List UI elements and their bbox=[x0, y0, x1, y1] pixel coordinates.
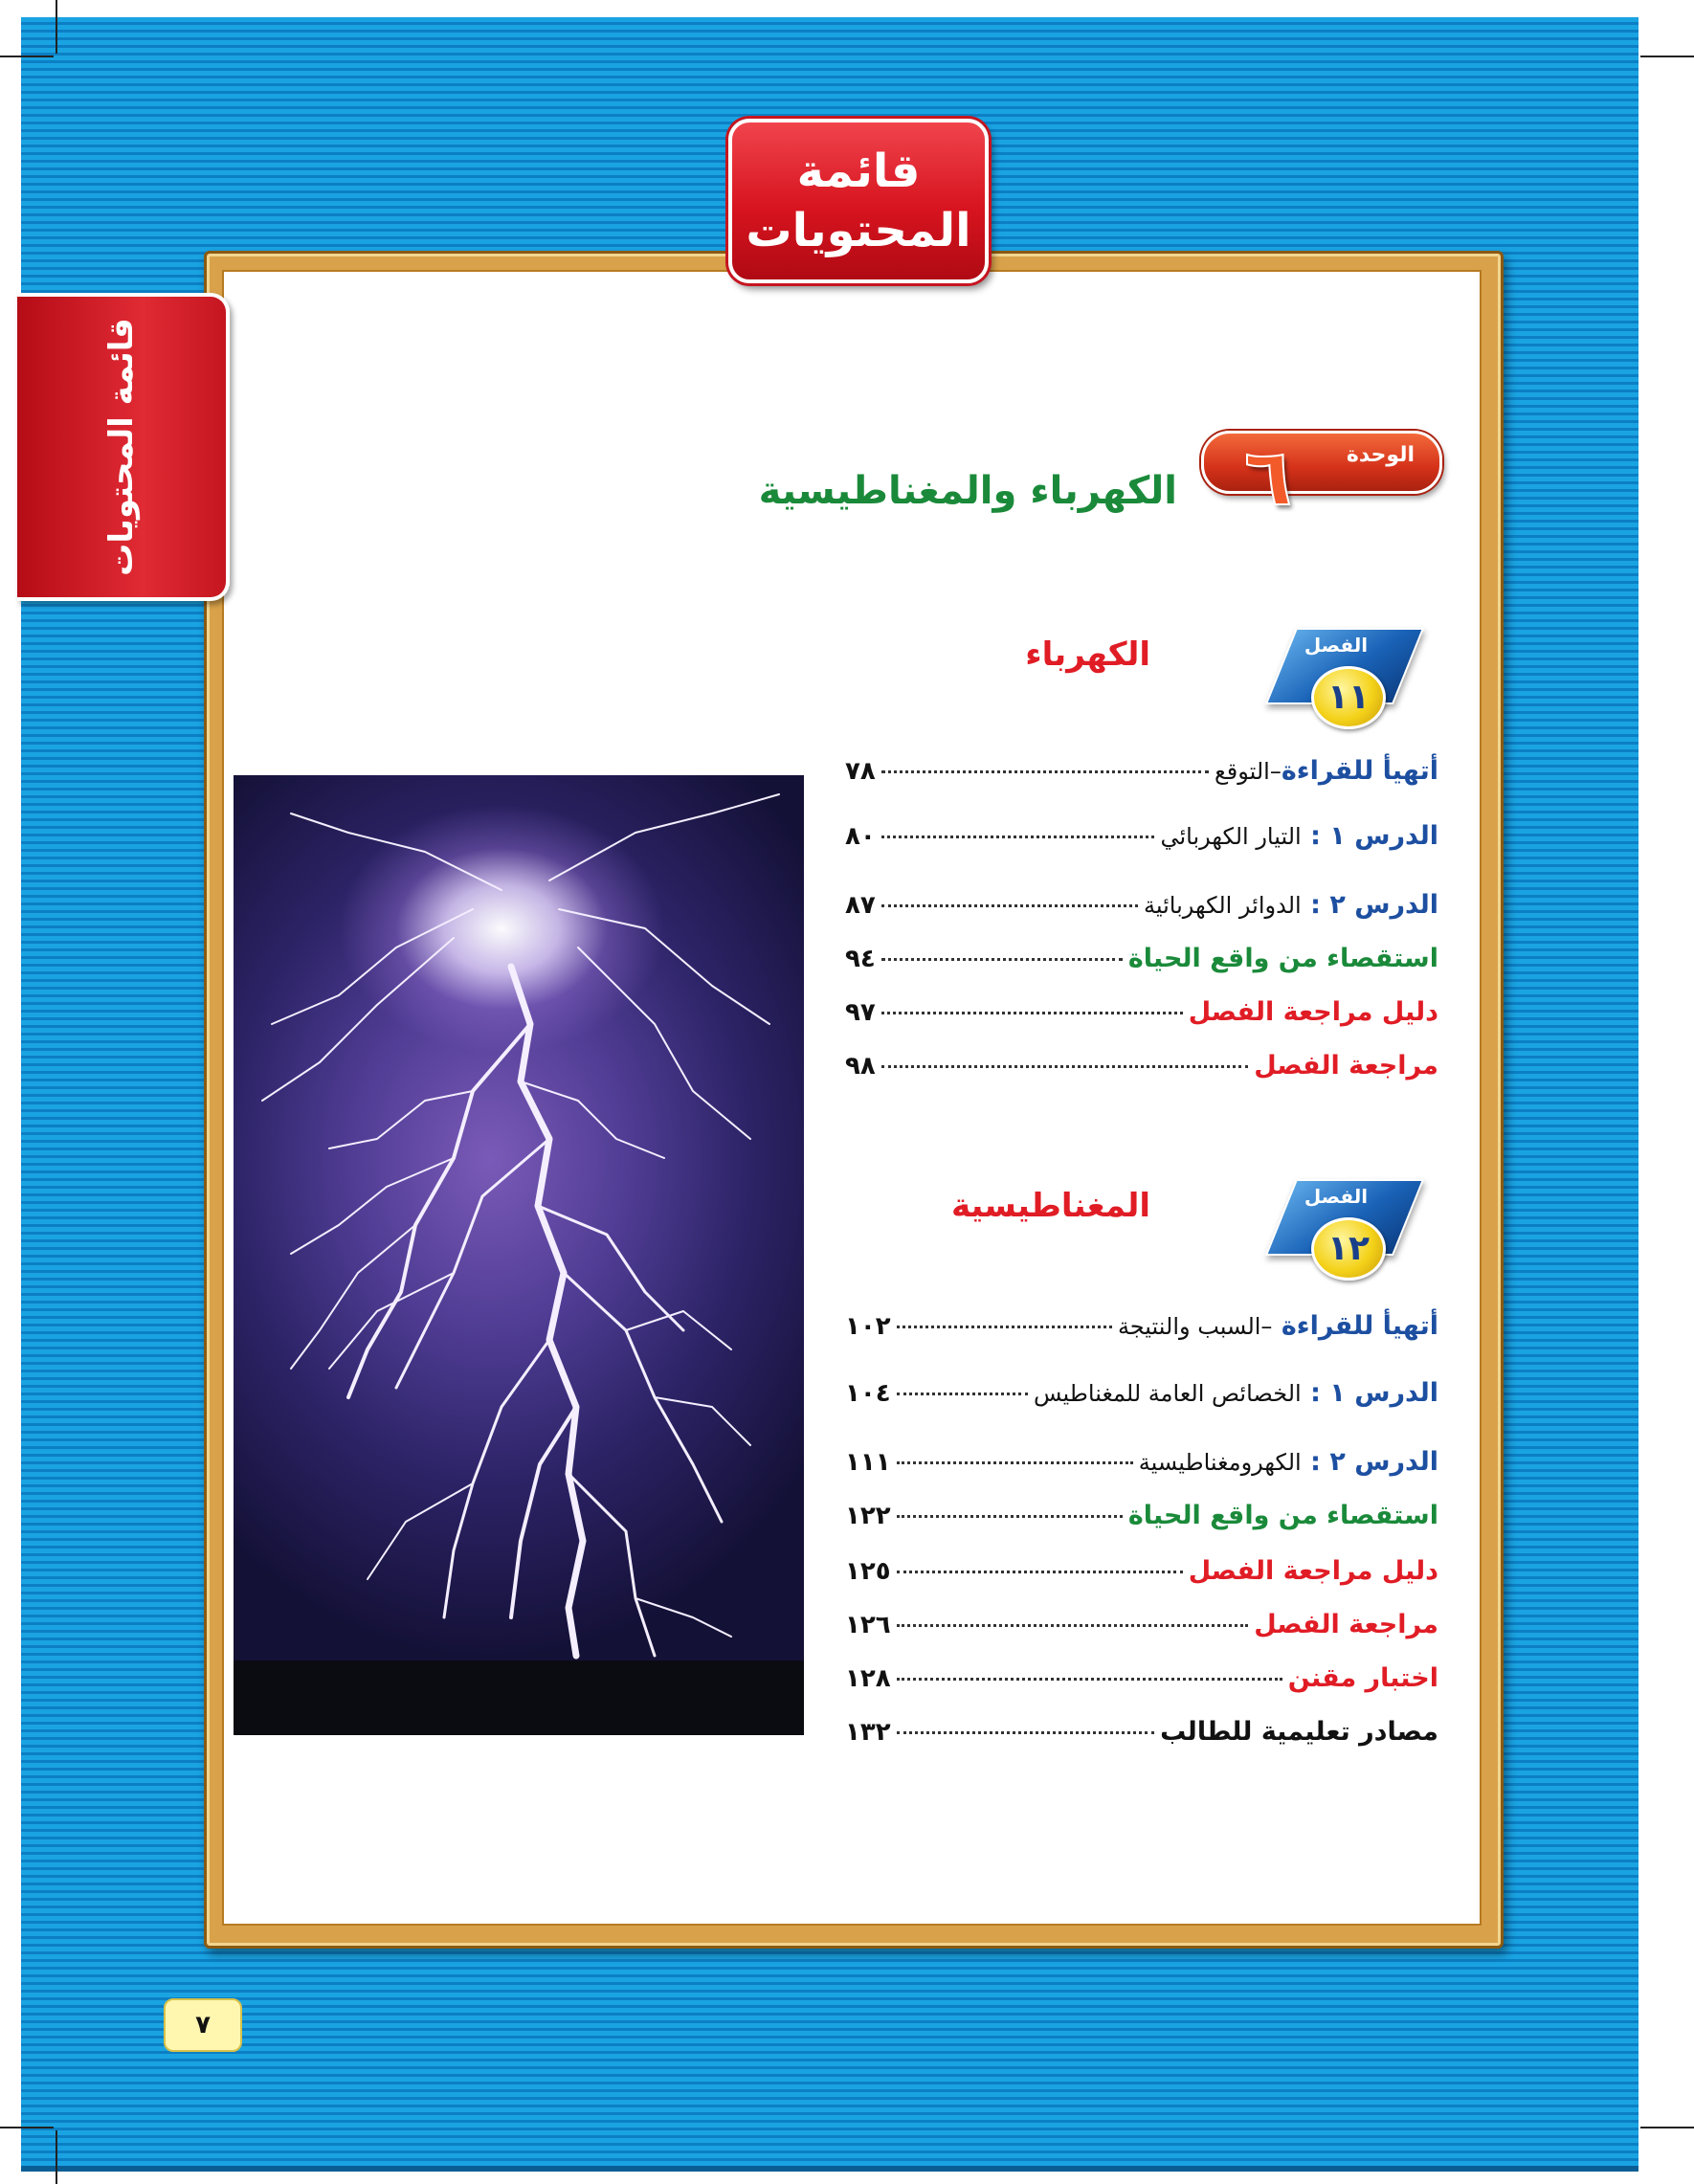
toc-entry-label: أتهيأ للقراءة bbox=[1281, 1311, 1438, 1341]
toc-entry[interactable] bbox=[845, 1717, 1438, 1755]
side-tab-label: قائمة المحتويات bbox=[102, 318, 141, 576]
toc-entry[interactable] bbox=[845, 1051, 1438, 1089]
dot-leader bbox=[881, 1012, 1183, 1014]
dot-leader bbox=[897, 1461, 1133, 1464]
dot-leader bbox=[897, 1571, 1183, 1573]
dot-leader bbox=[881, 1065, 1248, 1068]
toc-entry-page: ٩٨ bbox=[845, 1052, 876, 1081]
chapter-number: ١٢ bbox=[1311, 1217, 1386, 1281]
toc-entry-page: ٩٤ bbox=[845, 945, 876, 973]
toc-entry-sub: الخصائص العامة للمغناطيس bbox=[1033, 1380, 1302, 1407]
toc-entry-label: دليل مراجعة الفصل bbox=[1188, 997, 1438, 1027]
crop-mark bbox=[0, 2127, 54, 2128]
dot-leader bbox=[881, 836, 1155, 838]
toc-entry-sub: –السبب والنتيجة bbox=[1117, 1313, 1273, 1340]
toc-entry[interactable] bbox=[845, 821, 1438, 859]
toc-entry-label: الدرس ١ : bbox=[1310, 821, 1438, 851]
chapter-word: الفصل bbox=[1304, 634, 1369, 657]
dot-leader bbox=[881, 904, 1138, 907]
page-title-line2: المحتويات bbox=[746, 204, 971, 257]
lightning-photo bbox=[234, 775, 804, 1735]
toc-entry-page: ١٣٢ bbox=[845, 1718, 891, 1747]
side-tab bbox=[17, 293, 230, 601]
toc-entry[interactable] bbox=[845, 997, 1438, 1036]
toc-entry-label: استقصاء من واقع الحياة bbox=[1127, 944, 1438, 973]
toc-entry[interactable] bbox=[845, 1501, 1438, 1539]
toc-entry-sub: التيار الكهربائي bbox=[1160, 823, 1302, 850]
dot-leader bbox=[897, 1678, 1282, 1681]
toc-entry-page: ٨٧ bbox=[845, 891, 876, 920]
toc-entry-page: ١٢٦ bbox=[845, 1611, 891, 1639]
toc-entry[interactable] bbox=[845, 890, 1438, 928]
toc-entry-label: الدرس ١ : bbox=[1310, 1378, 1438, 1408]
toc-entry[interactable] bbox=[845, 1663, 1438, 1702]
unit-number: ٦ bbox=[1244, 433, 1293, 524]
chapter-title: المغناطيسية bbox=[950, 1187, 1150, 1225]
unit-badge bbox=[1201, 431, 1442, 494]
toc-entry[interactable] bbox=[845, 1378, 1438, 1416]
toc-entry-page: ١٢٨ bbox=[845, 1664, 891, 1693]
crop-mark bbox=[1640, 56, 1694, 57]
unit-word: الوحدة bbox=[1346, 443, 1415, 467]
crop-mark bbox=[56, 0, 57, 54]
dot-leader bbox=[897, 1731, 1154, 1734]
unit-title: الكهرباء والمغناطيسية bbox=[758, 469, 1177, 513]
toc-entry-page: ١٢٢ bbox=[845, 1502, 891, 1530]
crop-mark bbox=[56, 2130, 57, 2184]
toc-entry[interactable] bbox=[845, 944, 1438, 982]
crop-mark bbox=[1640, 2127, 1694, 2128]
toc-entry-label: اختبار مقنن bbox=[1287, 1663, 1438, 1693]
toc-entry-label: دليل مراجعة الفصل bbox=[1188, 1556, 1438, 1586]
page-title-line1: قائمة bbox=[796, 145, 921, 198]
toc-entry-sub: الدوائر الكهربائية bbox=[1143, 892, 1302, 919]
toc-entry-page: ٧٨ bbox=[845, 757, 876, 786]
chapter-title: الكهرباء bbox=[1025, 635, 1150, 674]
dot-leader bbox=[881, 770, 1209, 773]
dot-leader bbox=[881, 958, 1123, 961]
crop-mark bbox=[0, 56, 54, 57]
dot-leader bbox=[897, 1624, 1249, 1627]
chapter-badge bbox=[1269, 628, 1418, 733]
chapter-word: الفصل bbox=[1304, 1185, 1369, 1208]
toc-entry-label: الدرس ٢ : bbox=[1310, 890, 1438, 920]
chapter-badge bbox=[1269, 1179, 1418, 1284]
toc-entry[interactable] bbox=[845, 1556, 1438, 1594]
toc-entry-label: مراجعة الفصل bbox=[1254, 1051, 1438, 1081]
page-number: ٧ bbox=[164, 1998, 242, 2052]
toc-entry-label: مراجعة الفصل bbox=[1254, 1610, 1438, 1639]
toc-entry[interactable] bbox=[845, 1610, 1438, 1648]
dot-leader bbox=[897, 1326, 1112, 1328]
toc-entry[interactable] bbox=[845, 1447, 1438, 1485]
toc-entry-sub: الكهرومغناطيسية bbox=[1138, 1449, 1302, 1476]
dot-leader bbox=[897, 1393, 1028, 1395]
toc-entry-label: مصادر تعليمية للطالب bbox=[1160, 1717, 1438, 1747]
page-title-box bbox=[728, 119, 989, 283]
toc-entry-page: ١٠٢ bbox=[845, 1312, 891, 1341]
toc-entry-page: ١١١ bbox=[845, 1448, 891, 1477]
toc-entry-page: ١٢٥ bbox=[845, 1557, 891, 1586]
toc-entry-sub: –التوقع bbox=[1214, 758, 1282, 785]
lightning-icon bbox=[234, 775, 804, 1735]
toc-entry-label: الدرس ٢ : bbox=[1310, 1447, 1438, 1477]
toc-entry-page: ٨٠ bbox=[845, 822, 876, 851]
toc-entry-page: ١٠٤ bbox=[845, 1379, 891, 1408]
chapter-number: ١١ bbox=[1311, 666, 1386, 729]
dot-leader bbox=[897, 1515, 1123, 1518]
toc-entry[interactable] bbox=[845, 756, 1438, 794]
toc-entry-page: ٩٧ bbox=[845, 998, 876, 1027]
toc-entry[interactable] bbox=[845, 1311, 1438, 1349]
toc-entry-label: أتهيأ للقراءة bbox=[1281, 756, 1438, 786]
toc-entry-label: استقصاء من واقع الحياة bbox=[1127, 1501, 1438, 1530]
